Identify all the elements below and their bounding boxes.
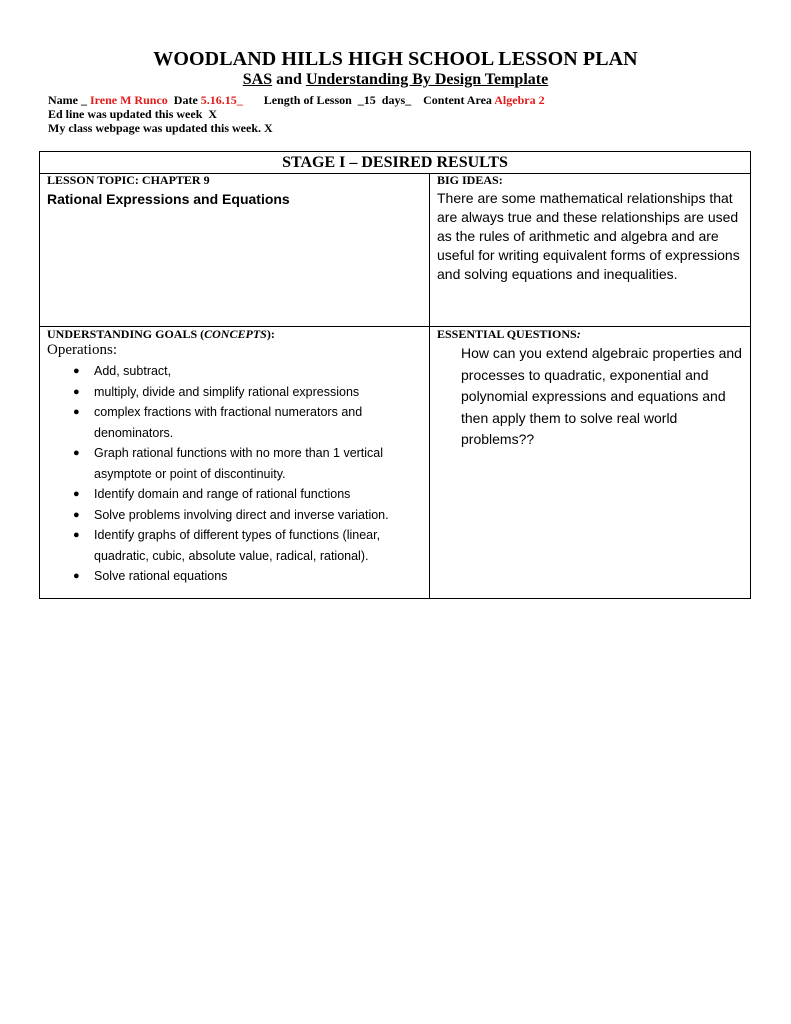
list-item [47,484,427,505]
big-ideas-text: There are some mathematical relationships that are always true and these relationships are used as the rules of arithmetic and algebra and are useful for writing equivalent forms of expressions and solving equations and inequalities. [437,190,740,282]
name-label: Name _ [48,93,90,107]
essential-questions-cell [437,327,747,451]
bullet-icon: ● [73,508,80,521]
big-ideas-cell [437,173,747,284]
essential-label-text: ESSENTIAL QUESTIONS [437,327,577,341]
goal-text: Solve rational equations [94,569,228,583]
stage-heading: STAGE I – DESIRED RESULTS [40,152,750,174]
understanding-goals-label [47,327,427,341]
date-label: Date [167,93,201,107]
big-ideas-label: BIG IDEAS: [437,173,503,187]
understanding-label-post: ): [266,327,275,341]
list-item [47,566,427,587]
lesson-date: 5.16.15_ [200,93,243,107]
goals-list [47,361,427,587]
understanding-label-concepts: CONCEPTS [204,327,267,341]
essential-questions-label [437,327,747,341]
column-divider [429,173,430,599]
list-item [47,402,427,443]
subtitle-sas: SAS [242,71,273,88]
essential-questions-text: How can you extend algebraic properties and processes to quadratic, exponential and polynomial expressions and equations and then apply them to solve real world problems?? [461,345,742,447]
list-item [47,525,427,566]
bullet-icon: ● [73,365,80,377]
webpage-status: My class webpage was updated this week. X [48,121,273,135]
bullet-icon: ● [73,447,80,459]
bullet-icon: ● [73,529,80,541]
subtitle-ubd: Understanding By Design Template [305,71,549,88]
bullet-icon: ● [73,570,80,582]
essential-label-colon: : [576,327,581,341]
bullet-icon: ● [73,385,80,398]
understanding-label-pre: UNDERSTANDING GOALS ( [47,327,205,341]
list-item [47,361,427,382]
goal-text: Graph rational functions with no more than 1 vertical asymptote or point of discontinuity. [94,446,384,481]
bullet-icon: ● [73,488,80,500]
teacher-name: Irene M Runco [90,93,168,107]
content-area: Algebra 2 [494,93,545,107]
goal-text: Identify domain and range of rational functions [94,487,351,501]
list-item [47,382,427,403]
edline-status: Ed line was updated this week X [48,107,218,121]
goal-text: Identify graphs of different types of functions (linear, quadratic, cubic, absolute value, radical, rational). [94,528,381,563]
page-title: WOODLAND HILLS HIGH SCHOOL LESSON PLAN [153,48,638,70]
bullet-icon: ● [73,406,80,418]
page-subtitle [0,71,791,89]
goal-text: Solve problems involving direct and inverse variation. [94,507,389,522]
operations-heading: Operations: [47,342,117,358]
length-label: Length of Lesson _15 days_ Content Area [242,93,495,107]
understanding-goals-cell [47,327,427,587]
goal-text: complex fractions with fractional numerators and denominators. [94,405,363,440]
list-item [47,443,427,484]
lesson-topic-label: LESSON TOPIC: CHAPTER 9 [47,173,210,187]
stage-table [39,151,751,599]
goal-text: Add, subtract, [94,364,172,378]
list-item [47,505,427,526]
subtitle-and: and [272,71,306,88]
lesson-topic-cell [47,173,427,208]
lesson-topic-value: Rational Expressions and Equations [47,191,290,207]
goal-text: multiply, divide and simplify rational expressions [94,384,360,399]
meta-line [48,93,545,107]
